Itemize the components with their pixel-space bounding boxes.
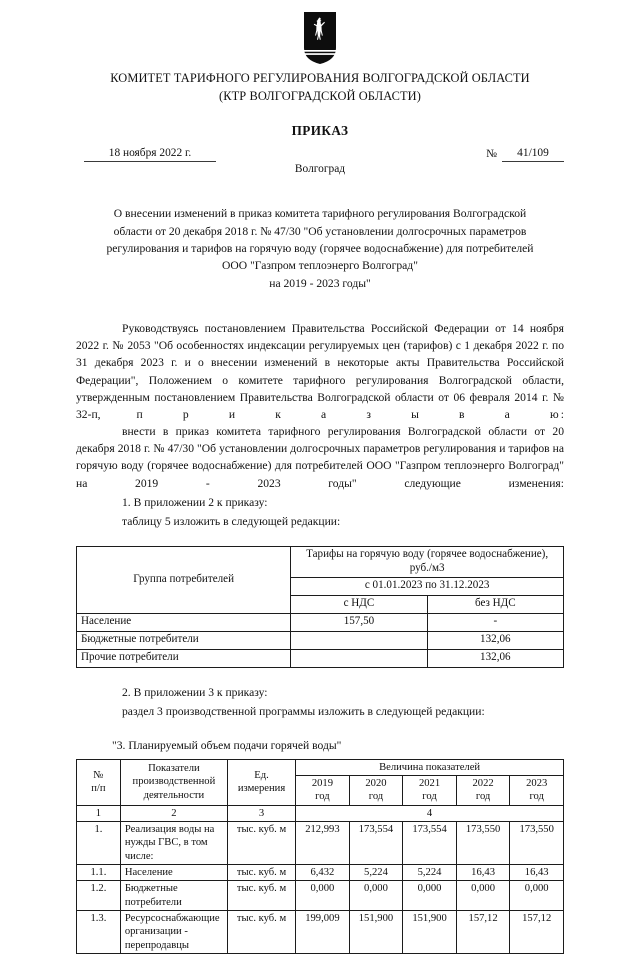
amendment-paragraph: внести в приказ комитета тарифного регулирования Волгоградской области от 20 декабря 2018 г. № 47/30 "Об установлении долгосрочных параметров регулирования и тарифов на горячую воду (горячее водоснабжение) для потребителей ООО "Газпром теплоэнерго Волгоград" на 2019 - 2023 годы" следующие изменения: [76,425,564,490]
th-no [77,759,121,805]
cell-value-2019: 212,993 [296,821,350,864]
item-2-sub: раздел 3 производственной программы изложить в следующей редакции: [122,705,485,719]
year-number: 2019 [311,777,333,789]
document-subject [76,205,564,292]
th-tariffs: Тарифы на горячую воду (горячее водоснабжение), руб./м3 [291,547,564,578]
cell-indicator: Ресурсоснабжающие организации - перепродавцы [120,910,227,953]
cell-without-vat: - [427,613,563,631]
th-indicator-line1: Показатели [148,763,200,775]
th-with-vat: с НДС [291,595,427,613]
subject-line-2: области от 20 декабря 2018 г. № 47/30 "Об установлении долгосрочных параметров [113,224,527,238]
cell-unit: тыс. куб. м [227,864,295,880]
document-body [76,320,564,530]
item-2: 2. В приложении 3 к приказу: [122,685,268,699]
item-1-sub: таблицу 5 изложить в следующей редакции: [122,514,341,528]
th-year-2022 [456,775,510,805]
cell-value-2023: 173,550 [510,821,564,864]
item-1: 1. В приложении 2 к приказу: [122,495,268,509]
subject-line-1: О внесении изменений в приказ комитета тарифного регулирования Волгоградской [113,207,527,221]
th-unit-line2: измерения [237,783,286,795]
th-year-2023 [510,775,564,805]
preamble-text: Руководствуясь постановлением Правительства Российской Федерации от 14 ноября 2022 г. № 2053 "Об особенностях индексации регулируемых цен (тарифов) с 1 декабря 2022 г. по 31 декабря 2023 г. и о внесении изменений в некоторые акты Правительства Российской Федерации", Положением о комитете тарифного регулирования Волгоградской области, утвержденным постановлением Правительства Волгоградской области от 06 февраля 2014 г. № 32-п, [76,322,564,421]
coat-of-arms-icon [303,12,337,64]
cell-value-2022: 157,12 [456,910,510,953]
cell-group: Население [77,613,291,631]
cell-indicator: Реализация воды на нужды ГВС, в том числе: [120,821,227,864]
table-row [77,631,564,649]
emblem-container [76,0,564,64]
th-unit [227,759,295,805]
cell-no: 1. [77,821,121,864]
cell-group: Прочие потребители [77,649,291,667]
number-sign: № [486,148,497,161]
subject-line-4: ООО "Газпром теплоэнерго Волгоград" [222,259,418,273]
cell-value-2019: 6,432 [296,864,350,880]
year-number: 2020 [365,777,387,789]
table-row [77,881,564,911]
subject-line-5: на 2019 - 2023 годы" [269,276,371,290]
cell-value-2023: 16,43 [510,864,564,880]
document-number-group [486,147,564,162]
cell-value-2021: 0,000 [403,881,457,911]
document-meta-row [76,141,564,175]
cell-indicator: Население [120,864,227,880]
cell-with-vat [291,649,427,667]
subject-line-3: регулирования и тарифов на горячую воду (горячее водоснабжение) для потребителей [106,242,534,255]
cell-no: 1.2. [77,881,121,911]
cell-value-2023: 0,000 [510,881,564,911]
section-title: "3. Планируемый объем подачи горячей воды" [112,739,342,753]
table-row [77,864,564,880]
th-without-vat: без НДС [427,595,563,613]
cell-indicator: Бюджетные потребители [120,881,227,911]
org-name-full: КОМИТЕТ ТАРИФНОГО РЕГУЛИРОВАНИЯ ВОЛГОГРАДСКОЙ ОБЛАСТИ [110,71,530,85]
cell-value-2019: 199,009 [296,910,350,953]
year-word: год [368,791,384,803]
table-row [77,821,564,864]
table-row [77,649,564,667]
th-values-span: Величина показателей [296,759,564,775]
table-row [77,910,564,953]
th-no-line1: № [93,769,104,781]
th-year-2019 [296,775,350,805]
cell-value-2021: 151,900 [403,910,457,953]
th-consumer-group: Группа потребителей [77,547,291,614]
cell-value-2021: 173,554 [403,821,457,864]
order-verb: п р и к а з ы в а ю [136,407,561,421]
cell-group: Бюджетные потребители [77,631,291,649]
cell-value-2023: 157,12 [510,910,564,953]
cell-unit: тыс. куб. м [227,881,295,911]
th-indicator [120,759,227,805]
colnum-3: 3 [227,805,295,821]
cell-value-2020: 0,000 [349,881,403,911]
th-indicator-line2: производственной [132,776,216,788]
year-word: год [315,791,330,803]
cell-with-vat: 157,50 [291,613,427,631]
cell-value-2021: 5,224 [403,864,457,880]
th-period: с 01.01.2023 по 31.12.2023 [291,577,564,595]
cell-value-2020: 5,224 [349,864,403,880]
cell-with-vat [291,631,427,649]
year-number: 2021 [418,777,441,789]
cell-value-2022: 16,43 [456,864,510,880]
cell-without-vat: 132,06 [427,631,563,649]
table-row [77,759,564,775]
th-unit-line1: Ед. [254,769,269,781]
document-city: Волгоград [294,163,346,176]
cell-value-2020: 151,900 [349,910,403,953]
colnum-1: 1 [77,805,121,821]
year-number: 2023 [526,777,548,789]
year-word: год [529,791,544,803]
th-year-2020 [349,775,403,805]
th-indicator-line3: деятельности [143,789,205,801]
cell-unit: тыс. куб. м [227,821,295,864]
cell-without-vat: 132,06 [427,649,563,667]
cell-value-2020: 173,554 [349,821,403,864]
year-word: год [422,791,437,803]
planned-volume-table [76,759,564,954]
th-no-line2: п/п [91,783,106,795]
cell-value-2022: 0,000 [456,881,510,911]
org-name-short: (КТР ВОЛГОГРАДСКОЙ ОБЛАСТИ) [219,88,421,103]
document-kind: ПРИКАЗ [291,123,349,139]
cell-value-2022: 173,550 [456,821,510,864]
table-row [77,547,564,578]
order-verb-colon: : [560,407,564,421]
organisation-header [76,70,564,105]
th-year-2021 [403,775,457,805]
document-number: 41/109 [502,147,564,162]
table-row-numbering [77,805,564,821]
year-number: 2022 [472,777,494,789]
cell-no: 1.1. [77,864,121,880]
cell-value-2019: 0,000 [296,881,350,911]
document-body-2 [76,684,564,720]
document-date: 18 ноября 2022 г. [84,147,216,162]
year-word: год [475,791,491,803]
cell-no: 1.3. [77,910,121,953]
colnum-2: 2 [120,805,227,821]
preamble-paragraph [76,320,564,423]
colnum-4: 4 [296,805,564,821]
tariff-table [76,546,564,668]
table-row [77,613,564,631]
cell-unit: тыс. куб. м [227,910,295,953]
